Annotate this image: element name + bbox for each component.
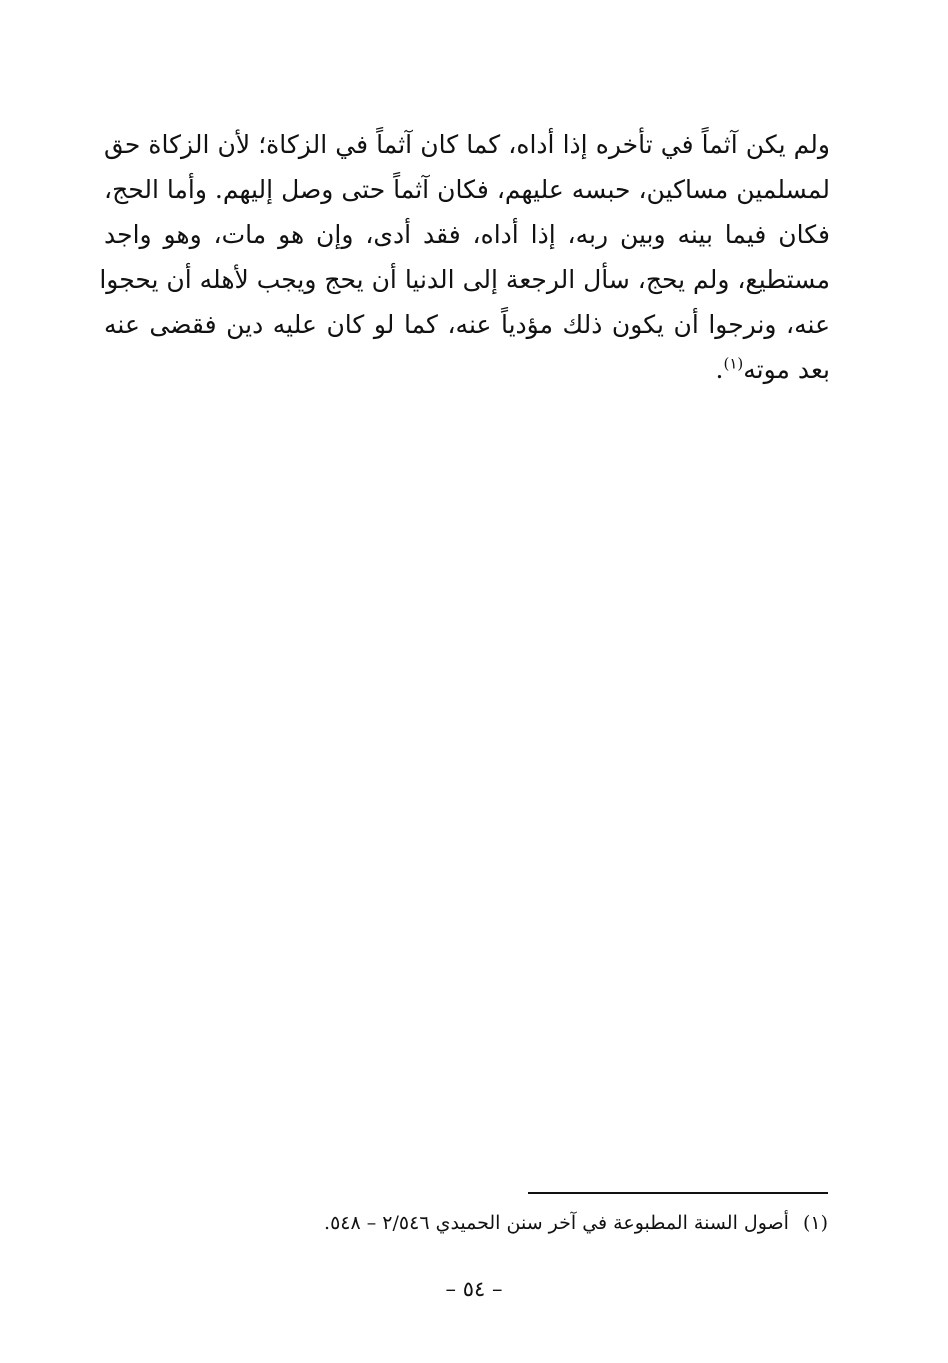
paragraph-line-4: مستطيع، ولم يحج، سأل الرجعة إلى الدنيا أن يحج ويجب لأهله أن يحجوا [99,265,830,294]
footnote-number: (١) [802,1212,828,1234]
last-line-text: بعد موته [743,355,830,384]
paragraph-line-6 [104,347,830,392]
paragraph-line-1: ولم يكن آثماً في تأخره إذا أداه، كما كان آثماً في الزكاة؛ لأن الزكاة حق [104,130,830,159]
footnote [228,1208,828,1238]
paragraph-line-2: لمسلمين مساكين، حبسه عليهم، فكان آثماً حتى وصل إليهم. وأما الحج، [104,175,830,204]
main-paragraph [99,122,830,392]
last-line-period: . [715,355,724,384]
paragraph-line-3: فكان فيما بينه وبين ربه، إذا أداه، فقد أدى، وإن هو مات، وهو واجد [104,220,830,249]
footnote-separator [528,1192,828,1194]
footnote-text: أصول السنة المطبوعة في آخر سنن الحميدي ٢/٥٤٦ – ٥٤٨. [324,1212,789,1234]
footnote-reference: (١) [723,354,744,373]
paragraph-line-5: عنه، ونرجوا أن يكون ذلك مؤدياً عنه، كما لو كان عليه دين فقضى عنه [104,310,830,339]
page-number: – ٥٤ – [445,1277,503,1301]
